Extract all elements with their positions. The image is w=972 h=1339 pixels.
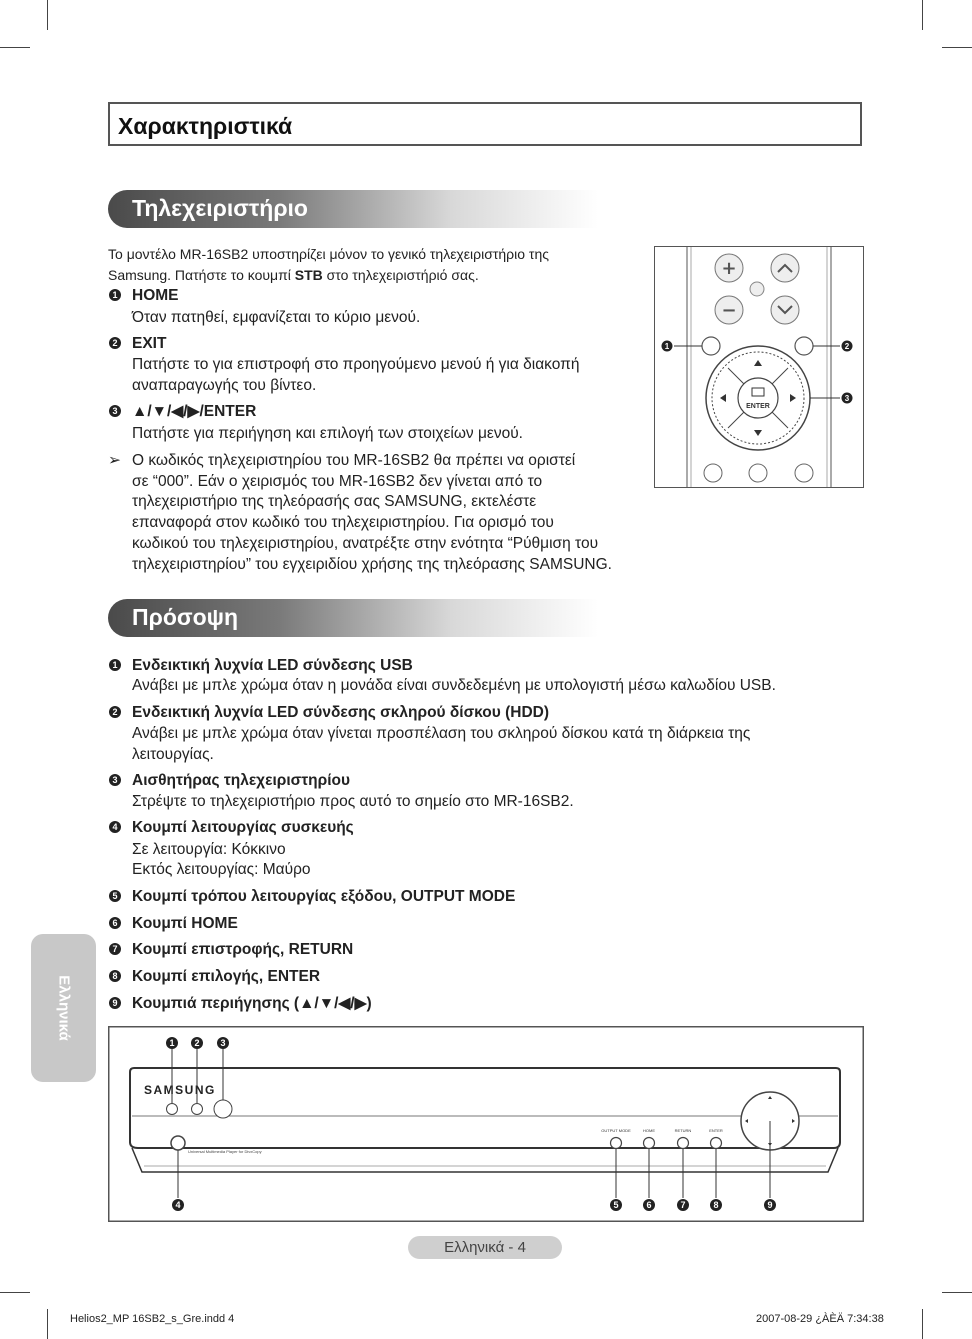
callout-number: 9: [109, 997, 121, 1009]
svg-text:−: −: [721, 300, 737, 321]
note-line: επαναφορά στον κωδικό του τηλεχειριστηρίου. Για ορισμό του: [132, 514, 554, 531]
callout-number: 3: [844, 394, 850, 403]
home-button: [644, 1138, 655, 1149]
remote-item-title: EXIT: [132, 335, 167, 352]
home-label: HOME: [643, 1128, 655, 1133]
stb-key-label: STB: [294, 267, 323, 283]
callout-number: 4: [175, 1200, 181, 1210]
footer-file-info: Helios2_MP 16SB2_s_Gre.indd 4: [70, 1313, 235, 1325]
page-number: Ελληνικά - 4: [408, 1236, 562, 1259]
front-item-desc: Ανάβει με μπλε χρώμα όταν γίνεται προσπέλαση του σκληρού δίσκου κατά τη διάρκεια της: [132, 725, 751, 742]
note-line: τηλεχειριστήριο της τηλεόρασής σας SAMSUNG, εκτελέστε: [132, 493, 537, 510]
callout-number: 7: [109, 943, 121, 955]
front-item-title: Κουμπί επιστροφής, RETURN: [132, 941, 354, 958]
crop-mark: [922, 0, 923, 30]
remote-item-desc: Πατήστε για περιήγηση και επιλογή των στοιχείων μενού.: [132, 425, 523, 442]
brand-logo: SAMSUNG: [144, 1083, 216, 1097]
callout-number: 3: [220, 1038, 226, 1048]
crop-mark: [942, 47, 972, 48]
crop-mark: [942, 1292, 972, 1293]
bottom-button: [795, 464, 813, 482]
front-item-desc: λειτουργίας.: [132, 746, 214, 763]
front-item-desc: Σε λειτουργία: Κόκκινο: [132, 841, 286, 858]
hdd-led: [192, 1104, 203, 1115]
front-item-title: Κουμπί επιλογής, ENTER: [132, 968, 321, 985]
section-title-remote: Τηλεχειριστήριο: [132, 195, 308, 221]
language-side-tab: [31, 934, 96, 1082]
callout-number: 2: [194, 1038, 200, 1048]
note-line: Ο κωδικός τηλεχειριστηρίου του MR-16SB2 θα πρέπει να οριστεί: [132, 452, 576, 469]
page-title-box: [108, 102, 862, 146]
callout-number: 1: [109, 289, 121, 301]
section-title-front: Πρόσοψη: [132, 604, 239, 630]
note-marker: ➢: [108, 452, 121, 469]
note-line: κωδικού του τηλεχειριστηρίου, ανατρέξτε στην ενότητα “Ρύθμιση του: [132, 535, 599, 552]
output-mode-button: [611, 1138, 622, 1149]
channel-up-button: [771, 254, 799, 282]
home-button: [702, 337, 720, 355]
callout-number: 6: [646, 1200, 652, 1210]
front-panel-illustration: [108, 1026, 864, 1222]
exit-button: [795, 337, 813, 355]
mute-button: [750, 282, 764, 296]
bottom-button: [704, 464, 722, 482]
svg-text:+: +: [721, 258, 737, 279]
callout-number: 9: [767, 1200, 773, 1210]
callout-number: 6: [109, 917, 121, 929]
crop-mark: [0, 47, 30, 48]
remote-item-desc: αναπαραγωγής του βίντεο.: [132, 377, 317, 394]
remote-intro-text-a: Samsung. Πατήστε το κουμπί: [108, 267, 295, 283]
section-header-remote: [108, 190, 598, 228]
channel-down-button: [771, 296, 799, 324]
remote-item-title: ▲/▼/◀/▶/ENTER: [132, 403, 257, 420]
return-label: RETURN: [674, 1128, 692, 1133]
return-button: [678, 1138, 689, 1149]
remote-illustration: [654, 246, 864, 488]
callout-number: 5: [109, 890, 121, 902]
callout-number: 1: [664, 342, 670, 351]
callout-number: 8: [109, 970, 121, 982]
front-item-title: Κουμπί λειτουργίας συσκευής: [132, 819, 354, 836]
front-item-title: Κουμπί HOME: [132, 915, 238, 932]
crop-mark: [47, 0, 48, 30]
power-button: [171, 1136, 185, 1150]
callout-number: 8: [713, 1200, 719, 1210]
callout-number: 3: [109, 405, 121, 417]
front-item-title: Ενδεικτική λυχνία LED σύνδεσης σκληρού δίσκου (HDD): [132, 704, 550, 721]
enter-label: ENTER: [709, 1128, 723, 1133]
output-mode-label: OUTPUT MODE: [601, 1128, 631, 1133]
remote-sensor: [214, 1100, 232, 1118]
crop-mark: [922, 1309, 923, 1339]
front-item-desc: Ανάβει με μπλε χρώμα όταν η μονάδα είναι συνδεδεμένη με υπολογιστή μέσω καλωδίου USB.: [132, 677, 776, 694]
enter-button: [711, 1138, 722, 1149]
callout-number: 3: [109, 774, 121, 786]
remote-intro-text-c: στο τηλεχειριστήριό σας.: [322, 267, 479, 283]
remote-item-desc: Όταν πατηθεί, εμφανίζεται το κύριο μενού.: [132, 309, 421, 326]
note-line: σε “000”. Εάν ο χειρισμός του MR-16SB2 δεν γίνεται από το: [132, 473, 543, 490]
callout-number: 1: [109, 659, 121, 671]
footer-timestamp: 2007-08-29 ¿ÀÈÄ 7:34:38: [756, 1313, 884, 1325]
callout-number: 4: [109, 821, 121, 833]
front-item-title: Αισθητήρας τηλεχειριστηρίου: [132, 772, 351, 789]
callout-number: 2: [109, 337, 121, 349]
front-item-title: Ενδεικτική λυχνία LED σύνδεσης USB: [132, 657, 413, 674]
front-item-title: Κουμπιά περιήγησης (▲/▼/◀/▶): [132, 995, 372, 1012]
remote-item-desc: Πατήστε το για επιστροφή στο προηγούμενο μενού ή για διακοπή: [132, 356, 580, 373]
front-item-title: Κουμπί τρόπου λειτουργίας εξόδου, OUTPUT MODE: [132, 888, 516, 905]
callout-number: 7: [680, 1200, 686, 1210]
model-small-text: Universal Multimedia Player for DivxCopy: [188, 1149, 262, 1154]
callout-number: 1: [169, 1038, 175, 1048]
callout-number: 2: [109, 706, 121, 718]
front-item-desc: Στρέψτε το τηλεχειριστήριο προς αυτό το σημείο στο MR-16SB2.: [132, 793, 574, 810]
remote-item-title: HOME: [132, 287, 179, 304]
usb-led: [167, 1104, 178, 1115]
crop-mark: [0, 1292, 30, 1293]
front-item-desc: Εκτός λειτουργίας: Μαύρο: [132, 861, 311, 878]
callout-number: 2: [844, 342, 850, 351]
note-line: τηλεχειριστηρίου” του εγχειριδίου χρήσης της τηλεόρασης SAMSUNG.: [132, 556, 612, 573]
section-header-front: [108, 599, 598, 637]
page-title: Χαρακτηριστικά: [118, 113, 293, 139]
crop-mark: [47, 1309, 48, 1339]
callout-number: 5: [613, 1200, 619, 1210]
remote-intro-line-2: [108, 265, 479, 286]
language-side-tab-label: Ελληνικά: [55, 975, 72, 1041]
enter-label: ENTER: [746, 403, 770, 410]
bottom-button: [749, 464, 767, 482]
remote-intro-line-1: Το μοντέλο MR-16SB2 υποστηρίζει μόνον το γενικό τηλεχειριστήριο της: [108, 246, 549, 262]
